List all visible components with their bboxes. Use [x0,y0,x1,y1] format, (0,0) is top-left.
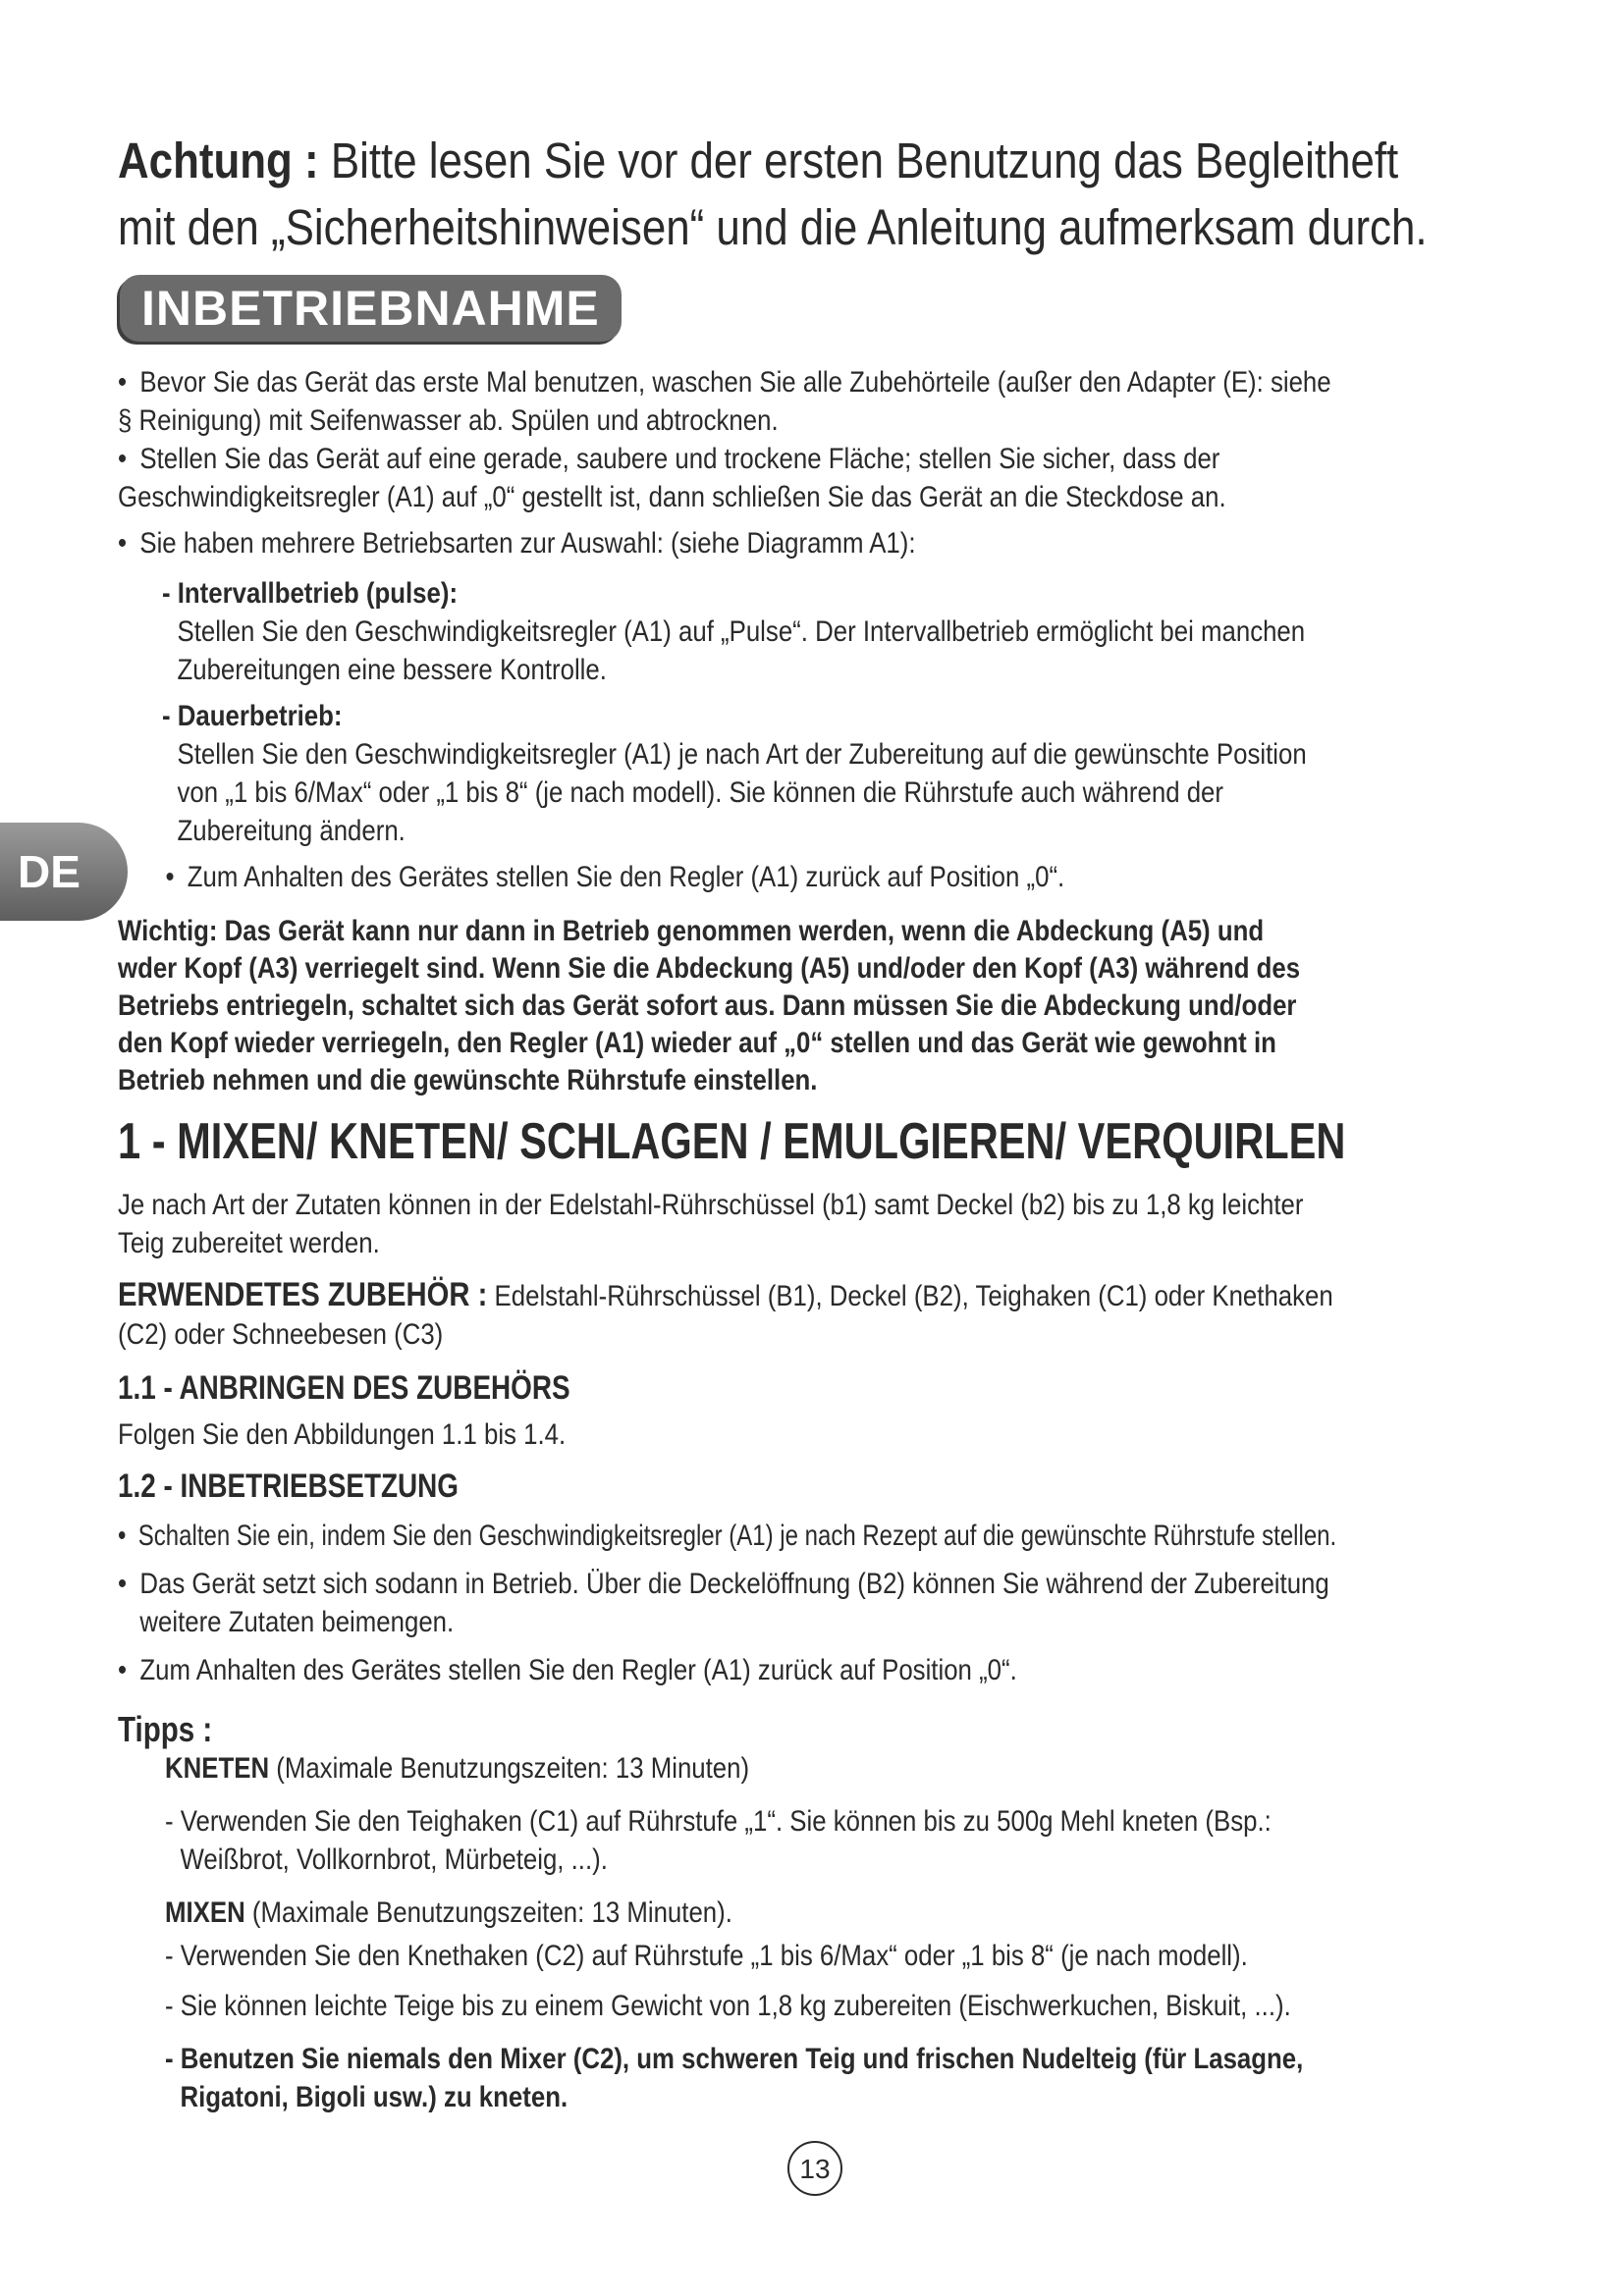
mode-dauer-line-1: Stellen Sie den Geschwindigkeitsregler (A1) je nach Art der Zubereitung auf die gewünschte Position [177,738,1307,771]
intro-bullet-3-text: • Sie haben mehrere Betriebsarten zur Auswahl: (siehe Diagramm A1): [139,527,916,560]
start-bullet-3 [118,1651,1537,1689]
attention-line-1: Bitte lesen Sie vor der ersten Benutzung das Begleitheft [330,133,1399,188]
section-1-intro-line-2: Teig zubereitet werden. [118,1227,380,1259]
tips-warning [165,2040,1549,2116]
important-line-1: Wichtig: Das Gerät kann nur dann in Betrieb genommen werden, wenn die Abdeckung (A5) und [118,915,1265,947]
intro-bullets [118,363,1537,562]
tips-kneten-item [165,1802,1549,1879]
important-line-5: Betrieb nehmen und die gewünschte Rührstufe einstellen. [118,1064,818,1096]
tips-mixen [165,1894,1549,1932]
section-1-intro-line-1: Je nach Art der Zutaten können in der Edelstahl-Rührschüssel (b1) samt Deckel (b2) bis zu 1,8 kg leichter [118,1189,1304,1221]
tips-mixen-item-2: - Sie können leichte Teige bis zu einem Gewicht von 1,8 kg zubereiten (Eischwerkuchen, Biskuit, ...). [165,1990,1291,2022]
intro-bullet-2-line-2: Geschwindigkeitsregler (A1) auf „0“ gestellt ist, dann schließen Sie das Gerät an die Steckdose an. [118,481,1226,513]
intro-bullet-2-line-1: • Stellen Sie das Gerät auf eine gerade, saubere und trockene Fläche; stellen Sie sicher, dass der [139,443,1220,475]
mode-pulse-title: - Intervallbetrieb (pulse): [162,577,459,610]
start-bullet-2-line-2: weitere Zutaten beimengen. [139,1606,455,1638]
tips-mixen-item-1: - Verwenden Sie den Knethaken (C2) auf Rührstufe „1 bis 6/Max“ oder „1 bis 8“ (je nach modell). [165,1940,1248,1972]
intro-bullet-2 [118,440,1537,478]
page-number-text: 13 [799,2154,831,2184]
mode-list [162,574,1546,896]
attention-line-2: mit den „Sicherheitshinweisen“ und die Anleitung aufmerksam durch. [118,199,1428,255]
language-tab-label: DE [18,846,81,897]
intro-bullet-1-line-2: § Reinigung) mit Seifenwasser ab. Spülen und abtrocknen. [118,404,779,437]
page-number [785,2139,844,2198]
section-1-intro [118,1186,1537,1262]
subsection-1-1-text: Folgen Sie den Abbildungen 1.1 bis 1.4. [118,1418,567,1451]
attention-label: Achtung : [118,133,319,188]
mode-dauer-line-3: Zubereitung ändern. [177,815,406,847]
accessories-line-1: Edelstahl-Rührschüssel (B1), Deckel (B2), Teighaken (C1) oder Knethaken [494,1280,1333,1312]
start-bullet-3-text: • Zum Anhalten des Gerätes stellen Sie den Regler (A1) zurück auf Position „0“. [139,1654,1017,1686]
tips-mixen-text: (Maximale Benutzungszeiten: 13 Minuten). [251,1896,732,1929]
important-line-2: wder Kopf (A3) verriegelt sind. Wenn Sie die Abdeckung (A5) und/oder den Kopf (A3) während des [118,952,1301,985]
important-line-4: den Kopf wieder verriegeln, den Regler (A1) wieder auf „0“ stellen und das Gerät wie gewohnt in [118,1027,1276,1059]
tips-kneten-item-line-2: Weißbrot, Vollkornbrot, Mürbeteig, ...). [180,1843,608,1876]
section-1-title: 1 - MIXEN/ KNETEN/ SCHLAGEN / EMULGIEREN/ VERQUIRLEN [118,1113,1346,1170]
mode-pulse-desc [162,613,1546,689]
tips-mixen-label: MIXEN [165,1896,245,1929]
tips-kneten [165,1749,1549,1788]
mode-dauer-title: - Dauerbetrieb: [162,700,343,732]
start-bullet-1 [118,1517,1567,1555]
intro-bullet-1-line-1: • Bevor Sie das Gerät das erste Mal benutzen, waschen Sie alle Zubehörteile (außer den Adapter (E): siehe [139,366,1331,399]
tips-kneten-item-line-1: - Verwenden Sie den Teighaken (C1) auf Rührstufe „1“. Sie können bis zu 500g Mehl kneten (Bsp.: [165,1805,1272,1838]
tips-title: Tipps : [118,1709,213,1749]
accessories-block [118,1276,1537,1354]
tips-kneten-label: KNETEN [165,1752,270,1785]
start-bullet-1-text: • Schalten Sie ein, indem Sie den Geschwindigkeitsregler (A1) je nach Rezept auf die gewünschte Rührstufe stellen. [137,1520,1337,1552]
important-notice [118,913,1537,1099]
important-line-3: Betriebs entriegeln, schaltet sich das Gerät sofort aus. Dann müssen Sie die Abdeckung und/oder [118,989,1297,1022]
section-pill-inbetriebnahme: INBETRIEBNAHME [120,275,622,342]
language-tab-de [0,823,128,921]
stop-bullet [165,858,1546,896]
subsection-1-1-title: 1.1 - ANBRINGEN DES ZUBEHÖRS [118,1369,570,1407]
mode-pulse-line-1: Stellen Sie den Geschwindigkeitsregler (A1) auf „Pulse“. Der Intervallbetrieb ermöglicht bei manchen [177,615,1306,648]
mode-pulse-line-2: Zubereitungen eine bessere Kontrolle. [177,654,607,686]
attention-header [118,128,1537,261]
tips-warning-line-1: - Benutzen Sie niemals den Mixer (C2), um schweren Teig und frischen Nudelteig (für Lasagne, [165,2043,1304,2075]
subsection-1-2-title: 1.2 - INBETRIEBSETZUNG [118,1468,460,1505]
start-bullet-2 [118,1565,1537,1641]
start-bullet-2-line-1: • Das Gerät setzt sich sodann in Betrieb. Über die Deckelöffnung (B2) können Sie während der Zubereitung [139,1568,1329,1600]
intro-bullet-1 [118,363,1537,401]
subsection-1-2-bullets [118,1517,1537,1689]
intro-bullet-3 [118,524,1537,562]
tips-warning-line-2: Rigatoni, Bigoli usw.) zu kneten. [180,2081,568,2113]
accessories-line-2: (C2) oder Schneebesen (C3) [118,1318,444,1351]
mode-dauer-line-2: von „1 bis 6/Max“ oder „1 bis 8“ (je nach modell). Sie können die Rührstufe auch während der [177,776,1224,809]
accessories-label: ERWENDETES ZUBEHÖR : [118,1276,488,1313]
stop-bullet-text: • Zum Anhalten des Gerätes stellen Sie den Regler (A1) zurück auf Position „0“. [187,861,1065,893]
tips-kneten-text: (Maximale Benutzungszeiten: 13 Minuten) [276,1752,750,1785]
mode-dauer-desc [162,735,1546,850]
